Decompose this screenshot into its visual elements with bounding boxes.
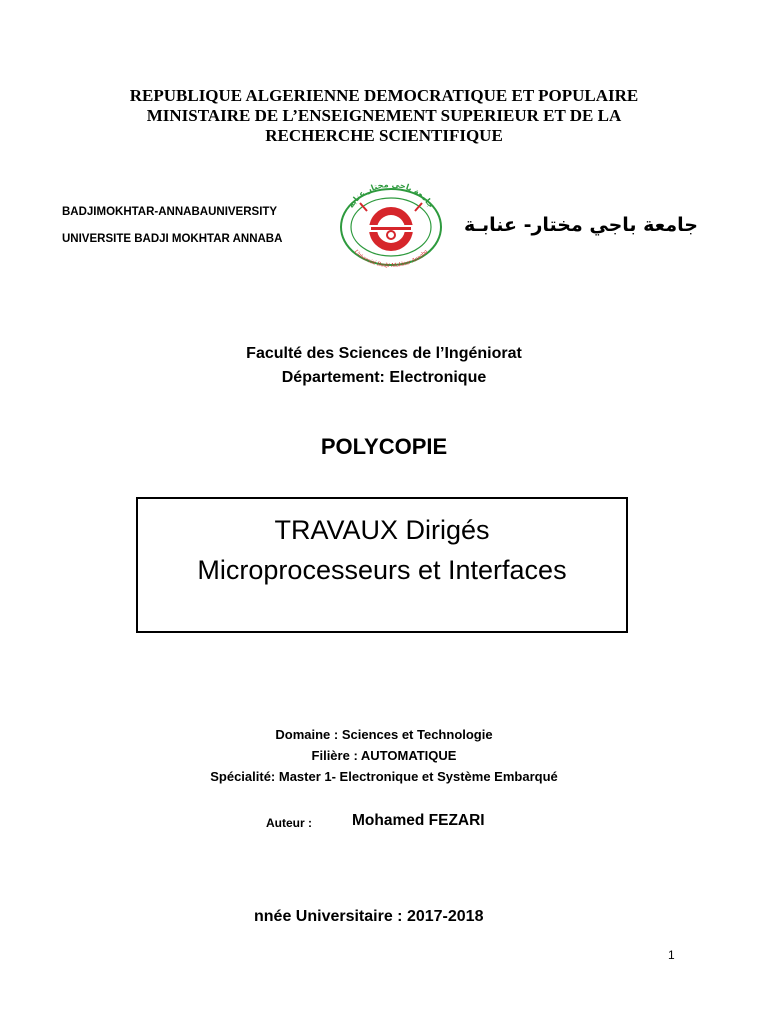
university-name-ar: جامعة باجي مختار- عنابـة xyxy=(463,214,698,236)
page-number: 1 xyxy=(668,948,675,962)
department-name: Département: Electronique xyxy=(281,369,487,386)
title-line-1: TRAVAUX Dirigés xyxy=(274,515,490,545)
university-logo xyxy=(334,181,448,269)
header-line-1: REPUBLIQUE ALGERIENNE DEMOCRATIQUE ET POPULAIRE xyxy=(129,86,639,105)
logo-arabic-text: جامعة باجي مختار عنابة xyxy=(346,181,436,210)
domain-text: Domaine : Sciences et Technologie xyxy=(275,727,493,742)
title-line-2: Microprocesseurs et Interfaces xyxy=(197,555,567,585)
title-box xyxy=(136,497,628,633)
university-name-fr: UNIVERSITE BADJI MOKHTAR ANNABA xyxy=(62,233,283,245)
academic-year: nnée Universitaire : 2017-2018 xyxy=(254,908,484,925)
course-meta xyxy=(0,724,768,787)
document-type: POLYCOPIE xyxy=(320,434,448,459)
header-line-2: MINISTAIRE DE L’ENSEIGNEMENT SUPERIEUR ET DE LA xyxy=(146,106,622,125)
ministry-header xyxy=(0,86,768,146)
faculty-name: Faculté des Sciences de l’Ingéniorat xyxy=(246,345,522,362)
svg-text:Université Badji Mokhtar Annab xyxy=(353,249,430,269)
logo-latin-text: Université Badji Mokhtar Annaba xyxy=(352,248,430,269)
specialite-text: Spécialité: Master 1- Electronique et Système Embarqué xyxy=(210,769,558,784)
svg-text:جامعة باجي مختار عنابة xyxy=(346,181,435,210)
faculty-block xyxy=(0,342,768,390)
header-line-3: RECHERCHE SCIENTIFIQUE xyxy=(265,126,503,145)
filiere-text: Filière : AUTOMATIQUE xyxy=(311,748,457,763)
author-label: Auteur : xyxy=(266,816,312,830)
author-name: Mohamed FEZARI xyxy=(352,812,485,829)
university-name-en: BADJIMOKHTAR-ANNABAUNIVERSITY xyxy=(62,206,278,218)
